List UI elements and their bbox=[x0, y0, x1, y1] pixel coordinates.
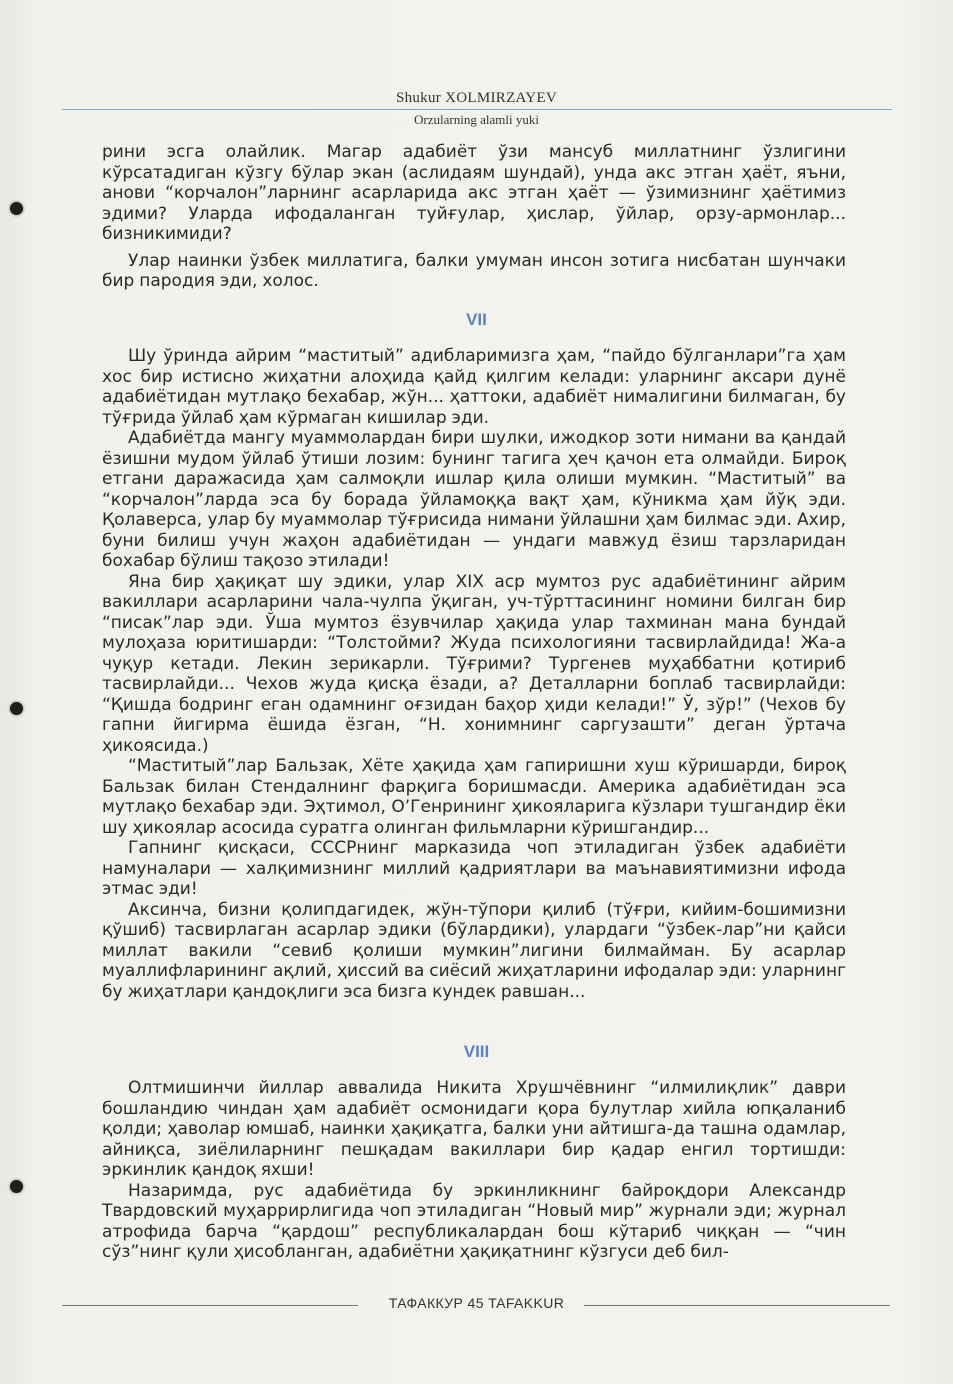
paragraph: Аксинча, бизни қолипдагидек, жўн-тўпори қилиб (тўғри, кийим-бошимизни қўшиб) тасвирлаган асарлар эдики (бўлардики), улардаги “ўзбек-лар”ни қайси миллат вакили “севиб қолиши мумкин”лигини билмайман. Бу асарлар муаллифларининг ақлий, ҳиссий ва сиёсий жиҳатларини ифодалар эди: уларнинг бу жиҳатлари қандоқлиги эса бизга кундек равшан... bbox=[102, 899, 846, 1002]
page-footer: ТАФАККУР 45 TAFAKKUR bbox=[388, 1295, 565, 1311]
paragraph: Яна бир ҳақиқат шу эдики, улар XIX аср мумтоз рус адабиётининг айрим вакиллари асарларини чала-чулпа ўқиган, уч-тўрттасининг номини билган бир “писак”лар эди. Ўша мумтоз ёзувчилар ҳақида улар тахминан мана бундай мулоҳаза юритишарди: “Толстойми? Жуда психологияни тасвирлайдида! Жа-а чуқур кетади. Лекин зерикарли. Тўғрими? Тургенев муҳаббатни қотириб тасвирлайди... Чехов жуда қисқа ёзади, а? Деталларни боплаб тасвирлайди: “Қишда бодринг еган одамнинг оғзидан баҳор ҳиди келади!” Ў, зўр!” (Чехов бу гапни йигирма ёшида ёзган, “Н. хонимнинг саргузашти” деган ўртача ҳикоясида.) bbox=[102, 571, 846, 756]
header-rule bbox=[62, 109, 892, 110]
section-8-text bbox=[102, 1078, 846, 1263]
section-7-text bbox=[102, 346, 846, 1002]
paragraph: Улар наинки ўзбек миллатига, балки умуман инсон зотига нисбатан шунчаки бир пародия эди, холос. bbox=[102, 250, 846, 291]
binder-hole bbox=[10, 1180, 23, 1193]
paragraph: Шу ўринда айрим “маститый” адибларимизга ҳам, “пайдо бўлганлари”га ҳам хос бир истисно жиҳатни алоҳида қайд қилгим келади: уларнинг аксари дунё адабиётидан мутлақо бехабар, жўн... ҳаттоки, адабиёт нималигини билмаган, бу тўғрида ўйлаб ҳам кўрмаган кишилар эди. bbox=[102, 346, 846, 428]
running-header-subtitle: Orzularning alamli yuki bbox=[414, 112, 539, 127]
running-header-author: Shukur XOLMIRZAYEV bbox=[395, 90, 558, 106]
paragraph: Адабиётда мангу муаммолардан бири шулки, ижодкор зоти нимани ва қандай ёзишни мудом ўйлаб ўтиши лозим: бунинг тагига ҳеч қачон ета олмайди. Бироқ етгани даражасида ҳам салмоқли ишлар қила олиши мумкин. “Маститый” ва “корчалон”ларда эса бу борада ўйламоққа вақт ҳам, кўникма ҳам йўқ эди. Қолаверса, улар бу муаммолар тўғрисида нимани ўйлашни ҳам билмас эди. Ахир, буни билиш учун жаҳон адабиётидан — ундаги мавжуд ёзиш тарзларидан бохабар бўлиш тақозо этилади! bbox=[102, 428, 846, 571]
binder-hole bbox=[10, 202, 23, 215]
paragraph: “Маститый”лар Бальзак, Хёте ҳақида ҳам гапиришни хуш кўришарди, бироқ Бальзак билан Стендалнинг фарқига боришмасди. Америка адабиётидан эса мутлақо бехабар эди. Эҳтимол, О’Генрининг ҳикояларига кўзлари тушгандир ёки шу ҳикоялар асосида суратга олинган фильмларни кўришгандир... bbox=[102, 756, 846, 838]
paragraph: Гапнинг қисқаси, СССРнинг марказида чоп этиладиган ўзбек адабиёти намуналари — халқимизнинг миллий қадриятлари ва маънавиятимизни ифода этмас эди! bbox=[102, 838, 846, 899]
section-number: VIII bbox=[463, 1042, 490, 1061]
paragraph: Назаримда, рус адабиётида бу эркинликнинг байроқдори Александр Твардовский муҳаррирлигида чоп этиладиган “Новый мир” журнали эди; журнал атрофида барча “қардош” республикалардан бош кўтариб чиққан — “чин сўз”нинг қули ҳисобланган, адабиётни ҳақиқатнинг кўзгуси деб бил- bbox=[102, 1180, 846, 1262]
paragraph: Олтмишинчи йиллар аввалида Никита Хрушчёвнинг “илмилиқлик” даври бошландию чиндан ҳам адабиёт осмонидаги қора булутлар хийла юпқаланиб қолди; ҳаволар юмшаб, наинки ҳақиқатга, балки уни айтишга-да ташна одамлар, айниқса, зиёлиларнинг пешқадам вакиллари бир қадар енгил тортишди: эркинлик қандоқ яхши! bbox=[102, 1078, 846, 1180]
section-number: VII bbox=[466, 310, 487, 329]
paragraph: рини эсга олайлик. Магар адабиёт ўзи мансуб миллатнинг ўзлигини кўрсатадиган кўзгу бўлар экан (аслидаям шундай), унда акс этган ҳаёт, яъни, анови “корчалон”ларнинг асарларида акс этган ҳаёт — ўзимизнинг ҳаётимиз эдими? Уларда ифодаланган туйғулар, ҳислар, ўйлар, орзу-армонлар... бизникимиди? bbox=[102, 142, 846, 244]
footer-rule-right bbox=[584, 1305, 890, 1306]
binder-hole bbox=[10, 702, 23, 715]
intro-text bbox=[102, 142, 846, 292]
